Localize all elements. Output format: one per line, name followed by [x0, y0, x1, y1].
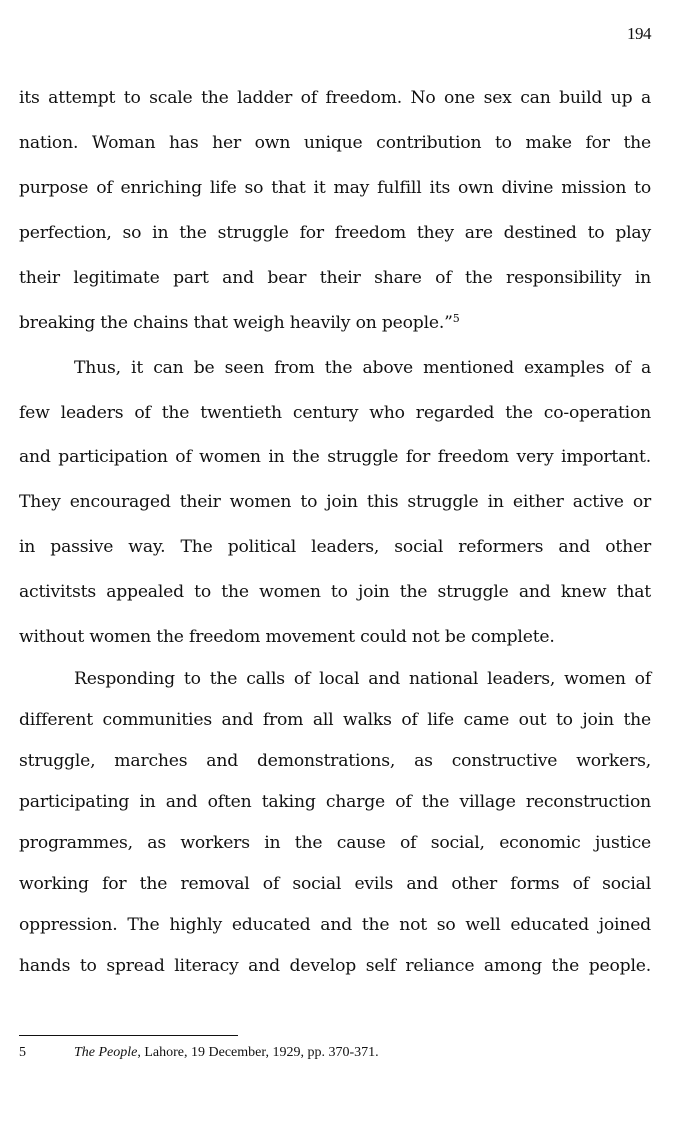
paragraph-2-line-4: They encouraged their women to join this struggle in either active or [19, 492, 651, 512]
footnote-source-title: The People [74, 1045, 138, 1060]
footnote-5 [19, 1045, 379, 1061]
paragraph-2-line-2: few leaders of the twentieth century who regarded the co-operation [19, 403, 651, 423]
paragraph-1-line-2: nation. Woman has her own unique contribution to make for the [19, 133, 651, 153]
page-number: 194 [627, 24, 651, 43]
paragraph-2-line-3: and participation of women in the struggle for freedom very important. [19, 447, 651, 467]
footnote-divider [19, 1035, 238, 1036]
paragraph-3-line-4: participating in and often taking charge of the village reconstruction [19, 792, 651, 812]
paragraph-1-line-5: their legitimate part and bear their share of the responsibility in [19, 268, 651, 288]
paragraph-1-line-6-text: breaking the chains that weigh heavily on people.” [19, 313, 453, 333]
paragraph-2-line-1: Thus, it can be seen from the above mentioned examples of a [74, 358, 651, 378]
paragraph-1-line-3: purpose of enriching life so that it may fulfill its own divine mission to [19, 178, 651, 198]
paragraph-3-line-3: struggle, marches and demonstrations, as constructive workers, [19, 751, 651, 771]
paragraph-3-line-2: different communities and from all walks of life came out to join the [19, 710, 651, 730]
paragraph-3-line-1: Responding to the calls of local and national leaders, women of [74, 669, 651, 689]
paragraph-3-line-7: oppression. The highly educated and the not so well educated joined [19, 915, 651, 935]
footnote-reference[interactable]: 5 [452, 312, 460, 325]
paragraph-1-line-4: perfection, so in the struggle for freedom they are destined to play [19, 223, 651, 243]
paragraph-1-line-6 [19, 312, 651, 334]
paragraph-1-line-1: its attempt to scale the ladder of freedom. No one sex can build up a [19, 88, 651, 108]
paragraph-3-line-6: working for the removal of social evils and other forms of social [19, 874, 651, 894]
paragraph-3-line-5: programmes, as workers in the cause of social, economic justice [19, 833, 651, 853]
paragraph-2-line-6: activitsts appealed to the women to join the struggle and knew that [19, 582, 651, 602]
footnote-number: 5 [19, 1045, 26, 1060]
paragraph-2-line-7: without women the freedom movement could not be complete. [19, 627, 555, 647]
footnote-source-details: , Lahore, 19 December, 1929, pp. 370-371. [137, 1045, 379, 1060]
paragraph-2-line-5: in passive way. The political leaders, social reformers and other [19, 537, 651, 557]
paragraph-3-line-8: hands to spread literacy and develop self reliance among the people. [19, 956, 651, 976]
